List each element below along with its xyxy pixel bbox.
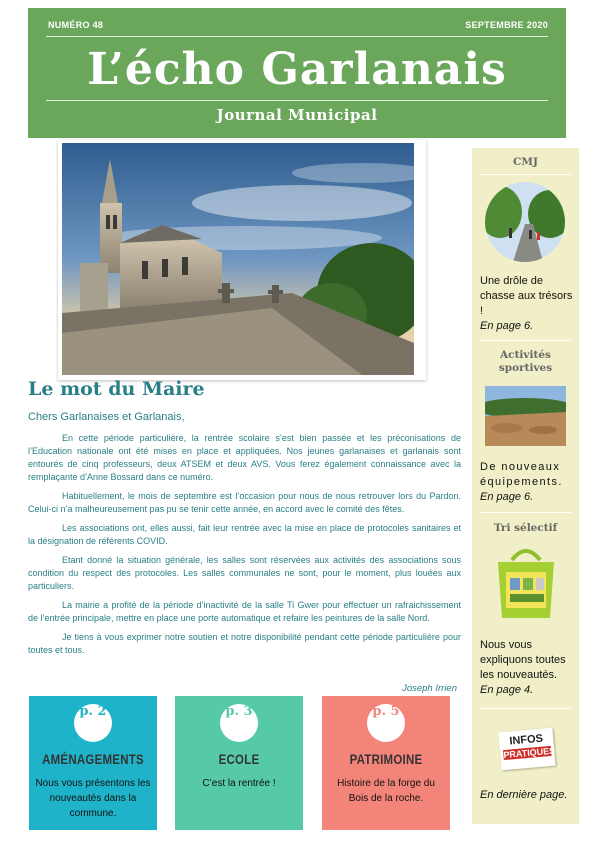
sidebar-infos-page: En dernière page. (480, 789, 568, 801)
issue-number: NUMÉRO 48 (48, 20, 104, 30)
sidebar-title-sports: Activités sportives (498, 349, 553, 374)
card-text: Nous vous présentons les nouveautés dans la commune. (35, 778, 151, 819)
masthead-rule-bottom (46, 100, 548, 101)
sidebar-tri-text (480, 638, 573, 698)
sidebar-title-tri: Tri sélectif (493, 522, 558, 534)
editorial-paragraph: En cette période particulière, la rentrée scolaire s’est bien passée et les préconisations de l’Education nationale ont été mises en place et appliquées. Nos jeunes garlanaises et garlanais sont entourés de cinq professeurs, deux ATSEM et deux AVS. Vous ferez également connaissance avec la remplaçante d’Anne Bossard dans ce numéro. (28, 433, 461, 482)
editorial-title: Le mot du Maire (28, 378, 205, 400)
cmj-photo (485, 182, 565, 262)
sidebar-sports-text (480, 460, 573, 505)
card-page-badge: p. 5 (367, 704, 405, 742)
card-amenagements[interactable] (29, 696, 157, 830)
card-text: Histoire de la forge du Bois de la roche. (337, 778, 435, 804)
card-title: AMÉNAGEMENTS (42, 751, 144, 767)
sidebar-cmj-page: En page 6. (480, 320, 534, 332)
sidebar-cmj-desc: Une drôle de chasse aux trésors ! (480, 275, 573, 317)
sidebar-title-cmj: CMJ (513, 156, 538, 168)
sidebar-summary (472, 148, 579, 824)
issue-date: SEPTEMBRE 2020 (465, 20, 548, 30)
masthead (28, 8, 566, 138)
sports-photo (485, 386, 566, 446)
editorial-paragraph: Les associations ont, elles aussi, fait leur rentrée avec la mise en place de protocoles sanitaires et la désignation de référents COVID. (28, 523, 461, 546)
infos-pratiques-badge (498, 728, 555, 771)
editorial-greeting: Chers Garlanaises et Garlanais, (28, 411, 185, 423)
sidebar-cmj-text (480, 274, 573, 334)
badge-line2: PRATIQUES (503, 745, 556, 761)
masthead-rule-top (46, 36, 548, 37)
editorial-paragraph: Etant donné la situation générale, les salles sont réservées aux activités des associations sous condition du respect des protocoles. Les salles communales ne sont, pour le moment, plus louées aux particuliers. (28, 555, 461, 591)
church-photo (62, 143, 414, 375)
sidebar-tri-desc: Nous vous expliquons toutes les nouveautés. (480, 639, 566, 681)
editorial-paragraph: Je tiens à vous exprimer notre soutien et notre disponibilité pendant cette période particulière pour toutes et tous. (28, 632, 461, 655)
cover-photo-frame (58, 140, 426, 380)
card-ecole[interactable] (175, 696, 303, 830)
card-title: PATRIMOINE (349, 751, 423, 767)
card-patrimoine[interactable] (322, 696, 450, 830)
sidebar-divider (480, 708, 571, 709)
editorial-paragraph: Habituellement, le mois de septembre est l’occasion pour nous de nous retrouver lors du Pardon. Celui-ci n’a malheureusement pas pu se tenir cette année, en accord avec le comité des fêtes. (28, 491, 461, 514)
journal-title: L’écho Garlanais (87, 44, 507, 95)
sidebar-sports-desc: De nouveaux équipements. (480, 461, 563, 488)
sidebar-sports-page: En page 6. (480, 491, 534, 503)
sidebar-divider (480, 174, 571, 175)
recycling-bag-image (494, 546, 558, 620)
sidebar-tri-page: En page 4. (480, 684, 534, 696)
journal-subtitle: Journal Municipal (216, 106, 378, 124)
card-page-badge: p. 2 (74, 704, 112, 742)
sidebar-divider (480, 512, 571, 513)
card-page-badge: p. 3 (220, 704, 258, 742)
card-title: ECOLE (218, 751, 260, 767)
editorial-body (28, 432, 461, 663)
badge-line1: INFOS (508, 732, 544, 748)
sidebar-divider (480, 340, 571, 341)
editorial-signature: Joseph Irrien (402, 683, 457, 694)
editorial-paragraph: La mairie a profité de la période d’inactivité de la salle Ti Gwer pour effectuer un rafraichissement de l’entrée principale, mettre en place une porte automatique et refaire les peintures de la salle Nord. (28, 600, 461, 623)
card-text: C’est la rentrée ! (202, 778, 276, 789)
